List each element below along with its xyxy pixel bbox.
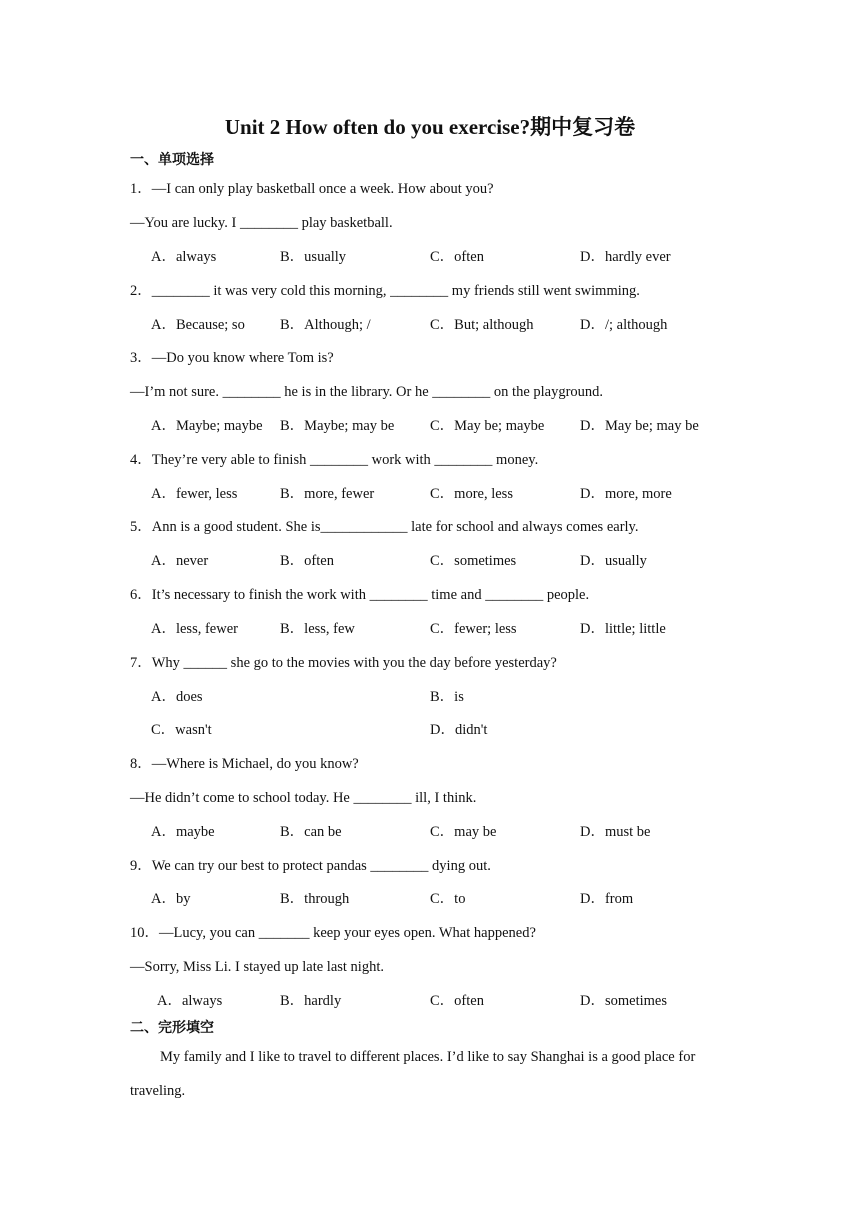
question-3-option-b[interactable]: B．Maybe; may be bbox=[280, 418, 395, 434]
question-10-option-b[interactable]: B．hardly bbox=[280, 993, 342, 1009]
question-7-option-c[interactable]: C．wasn't bbox=[151, 722, 212, 738]
question-2-option-b[interactable]: B．Although; / bbox=[280, 317, 371, 333]
question-3-option-a[interactable]: A．Maybe; maybe bbox=[151, 418, 263, 434]
question-2-option-d[interactable]: D．/; although bbox=[580, 317, 668, 333]
question-8-option-c[interactable]: C．may be bbox=[430, 824, 497, 840]
question-9-stem: 9．We can try our best to protect pandas ________ dying out. bbox=[130, 858, 491, 874]
question-5-option-d[interactable]: D．usually bbox=[580, 553, 647, 569]
question-9-option-d[interactable]: D．from bbox=[580, 891, 634, 907]
question-8-option-a[interactable]: A．maybe bbox=[151, 824, 215, 840]
passage-line-1: My family and I like to travel to different places. I’d like to say Shanghai is a good place for bbox=[160, 1049, 696, 1065]
question-7-stem: 7．Why ______ she go to the movies with you the day before yesterday? bbox=[130, 655, 557, 671]
question-8-stem: 8．—Where is Michael, do you know? bbox=[130, 756, 359, 772]
question-4-option-b[interactable]: B．more, fewer bbox=[280, 486, 375, 502]
question-6-option-b[interactable]: B．less, few bbox=[280, 621, 355, 637]
question-1-option-c[interactable]: C．often bbox=[430, 249, 484, 265]
question-6-stem: 6．It’s necessary to finish the work with ________ time and ________ people. bbox=[130, 587, 590, 603]
question-9-option-a[interactable]: A．by bbox=[151, 891, 191, 907]
question-2-stem: 2．________ it was very cold this morning, ________ my friends still went swimming. bbox=[130, 283, 640, 299]
question-8-option-d[interactable]: D．must be bbox=[580, 824, 651, 840]
question-8-option-b[interactable]: B．can be bbox=[280, 824, 342, 840]
question-5-option-a[interactable]: A．never bbox=[151, 553, 209, 569]
question-3-stem-reply: —I’m not sure. ________ he is in the library. Or he ________ on the playground. bbox=[130, 384, 604, 400]
question-2-option-a[interactable]: A．Because; so bbox=[151, 317, 245, 333]
question-7-option-b[interactable]: B．is bbox=[430, 689, 464, 705]
question-6-option-a[interactable]: A．less, fewer bbox=[151, 621, 238, 637]
question-3-option-d[interactable]: D．May be; may be bbox=[580, 418, 699, 434]
question-10-option-c[interactable]: C．often bbox=[430, 993, 484, 1009]
question-5-option-c[interactable]: C．sometimes bbox=[430, 553, 517, 569]
question-1-stem-reply: —You are lucky. I ________ play basketball. bbox=[130, 215, 393, 231]
question-8-stem-reply: —He didn’t come to school today. He ________ ill, I think. bbox=[130, 790, 477, 806]
question-10-option-d[interactable]: D．sometimes bbox=[580, 993, 667, 1009]
question-4-option-c[interactable]: C．more, less bbox=[430, 486, 513, 502]
question-1-stem: 1．—I can only play basketball once a week. How about you? bbox=[130, 181, 494, 197]
question-1-option-d[interactable]: D．hardly ever bbox=[580, 249, 671, 265]
question-3-option-c[interactable]: C．May be; maybe bbox=[430, 418, 545, 434]
question-1-option-a[interactable]: A．always bbox=[151, 249, 217, 265]
question-9-option-c[interactable]: C．to bbox=[430, 891, 466, 907]
question-10-option-a[interactable]: A．always bbox=[157, 993, 223, 1009]
question-5-option-b[interactable]: B．often bbox=[280, 553, 334, 569]
question-3-stem: 3．—Do you know where Tom is? bbox=[130, 350, 334, 366]
question-1-option-b[interactable]: B．usually bbox=[280, 249, 347, 265]
question-2-option-c[interactable]: C．But; although bbox=[430, 317, 534, 333]
question-10-stem-reply: —Sorry, Miss Li. I stayed up late last night. bbox=[130, 959, 384, 975]
question-10-stem: 10．—Lucy, you can _______ keep your eyes open. What happened? bbox=[130, 925, 536, 941]
question-7-option-a[interactable]: A．does bbox=[151, 689, 203, 705]
question-6-option-d[interactable]: D．little; little bbox=[580, 621, 666, 637]
passage-line-2: traveling. bbox=[130, 1083, 186, 1099]
question-5-stem: 5．Ann is a good student. She is____________ late for school and always comes early. bbox=[130, 519, 639, 535]
question-4-option-d[interactable]: D．more, more bbox=[580, 486, 672, 502]
page-title: Unit 2 How often do you exercise?期中复习卷 bbox=[224, 115, 636, 139]
question-6-option-c[interactable]: C．fewer; less bbox=[430, 621, 517, 637]
section-heading-cloze: 二、完形填空 bbox=[130, 1020, 214, 1036]
question-4-stem: 4．They’re very able to finish ________ work with ________ money. bbox=[130, 452, 539, 468]
section-heading-single-choice: 一、单项选择 bbox=[130, 152, 214, 168]
question-7-option-d[interactable]: D．didn't bbox=[430, 722, 488, 738]
question-4-option-a[interactable]: A．fewer, less bbox=[151, 486, 238, 502]
question-9-option-b[interactable]: B．through bbox=[280, 891, 350, 907]
